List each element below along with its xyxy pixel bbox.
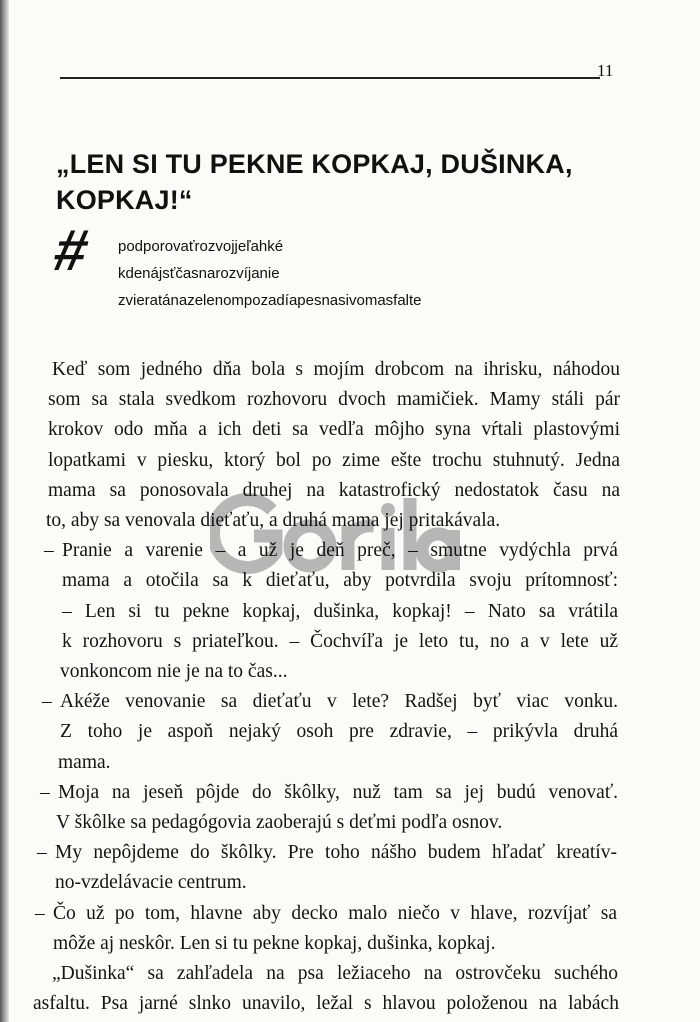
text-line: môže aj neskôr. Len si tu pekne kopkaj, dušinka, kopkaj. (53, 932, 496, 954)
text-line: Pranie a varenie – a už je deň preč, – smutne vydýchla prvá (62, 540, 618, 562)
text-line: mama. (58, 751, 111, 773)
text-line: asfaltu. Psa jarné slnko unavilo, ležal s hlavou položenou na labách (33, 993, 619, 1015)
text-line: to, aby sa venovala dieťaťu, a druhá mama jej pritakávala. (46, 510, 501, 531)
text-line: mama a otočila sa k dieťaťu, aby potvrdila svoju prítomnosť: (62, 570, 619, 592)
chapter-title: „LEN SI TU PEKNE KOPKAJ, DUŠINKA, KOPKAJ!“ (56, 149, 573, 215)
dialogue-dash: – (40, 781, 50, 803)
text-line: Keď som jedného dňa bola s mojím drobcom na ihrisku, náhodou (52, 359, 620, 380)
header-rule (60, 77, 600, 79)
dialogue-dash: – (35, 902, 45, 924)
text-line: lopatkami v piesku, ktorý bol po zime ešte trochu stuhnutý. Jedna (48, 449, 621, 471)
text-line: vonkoncom nie je na to čas... (60, 661, 288, 682)
hashtag-line: podporovaťrozvojjeľahké (118, 238, 284, 255)
gorila-watermark (210, 490, 460, 580)
text-line: – Len si tu pekne kopkaj, dušinka, kopkaj! – Nato sa vrátila (62, 600, 619, 622)
dialogue-dash: – (44, 540, 54, 562)
dialogue-dash: – (42, 691, 52, 713)
text-line: V škôlke sa pedagógovia zaoberajú s deťmi podľa osnov. (56, 812, 503, 833)
text-line: mama sa ponosovala druhej na katastrofický nedostatok času na (48, 479, 620, 501)
text-line: Akéže venovanie sa dieťaťu v lete? Radšej byť viac vonku. (60, 691, 618, 713)
text-line: no-vzdelávacie centrum. (55, 872, 247, 894)
page-number: 11 (597, 61, 614, 80)
hashtag-line: kdenájsťčasnarozvíjanie (118, 265, 280, 282)
text-line: Čo už po tom, hlavne aby decko malo niečo v hlave, rozvíjať sa (53, 902, 617, 924)
text-line: krokov odo mňa a ich deti sa vedľa môjho syna vŕtali plastovými (48, 419, 621, 441)
text-line: Z toho je aspoň nejaký osoh pre zdravie, – prikývla druhá (60, 721, 618, 743)
hashtag-icon: # (48, 218, 95, 283)
hashtag-line: zvieratánazelenompozadíapesnasivomasfalte (118, 292, 422, 309)
text-line: k rozhovoru s priateľkou. – Čochvíľa je leto tu, no a v lete už (62, 630, 619, 652)
book-binding-edge (0, 0, 9, 1022)
text-line: som sa stala svedkom rozhovoru dvoch mamičiek. Mamy stáli pár (48, 389, 620, 411)
text-line: My nepôjdeme do škôlky. Pre toho nášho budem hľadať kreatív- (55, 842, 617, 864)
text-line: Moja na jeseň pôjde do škôlky, nuž tam sa jej budú venovať. (58, 781, 619, 803)
dialogue-dash: – (37, 842, 47, 864)
text-line: „Dušinka“ sa zahľadela na psa ležiaceho na ostrovčeku suchého (52, 963, 619, 984)
